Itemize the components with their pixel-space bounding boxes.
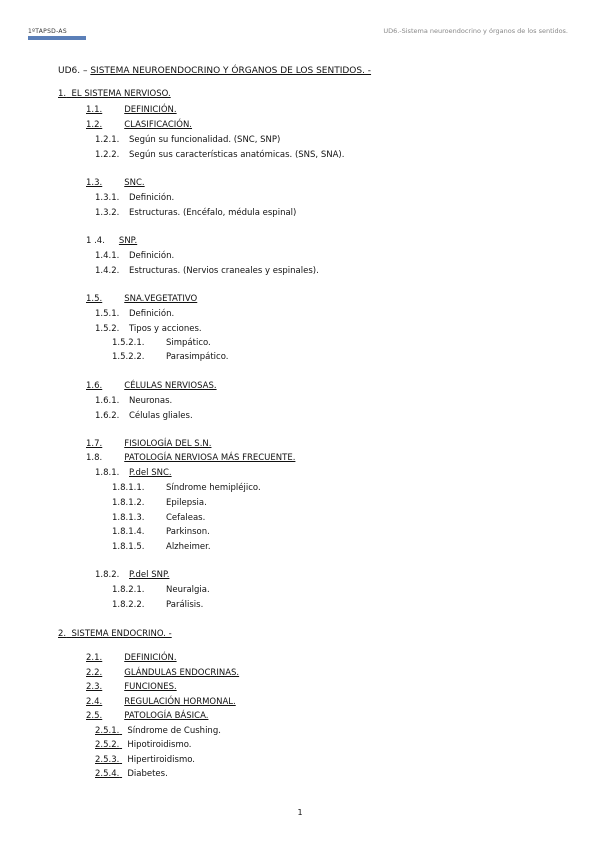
toc-item [95,410,193,422]
item-num: 1.6.2. [95,411,120,421]
toc-item [86,667,239,679]
section-1 [58,88,171,100]
item-text: P.del SNP. [129,570,170,580]
toc-item [112,351,228,363]
item-num: 1 .4. [86,236,105,246]
item-text: Parasimpático. [166,352,229,362]
header-left: 1ºTAPSD-AS [28,28,67,35]
item-num: 1.2.2. [95,150,120,160]
item-text: Hipertiroidismo. [127,755,195,765]
toc-item [95,308,174,320]
document-title [58,66,371,76]
item-num: 1.5. [86,294,103,304]
section-text: SISTEMA ENDOCRINO. - [71,629,172,639]
item-num: 2.5.4. [95,769,120,779]
toc-item [112,541,211,553]
toc-item [86,119,192,131]
toc-item [86,104,177,116]
item-num: 2.4. [86,697,103,707]
item-num: 1.5.2.1. [112,338,145,348]
item-text: CÉLULAS NERVIOSAS. [124,381,217,391]
toc-item [112,497,207,509]
item-text: Estructuras. (Encéfalo, médula espinal) [129,208,297,218]
item-text: Hipotiroidismo. [127,740,192,750]
toc-item [112,599,203,611]
item-text: Cefaleas. [166,513,206,523]
item-num: 1.8.2. [95,570,120,580]
toc-item [95,149,344,161]
item-num: 1.3.2. [95,208,120,218]
item-num: 1.1. [86,105,103,115]
toc-item [95,725,221,737]
toc-item [95,192,174,204]
toc-item [86,452,295,464]
item-text: Neuralgia. [166,585,210,595]
item-num: 1.5.2.2. [112,352,145,362]
item-text: P.del SNC. [129,468,172,478]
toc-item [112,584,210,596]
item-text: PATOLOGÍA NERVIOSA MÁS FRECUENTE. [124,453,296,463]
item-num: 1.8.2.1. [112,585,145,595]
item-text: Estructuras. (Nervios craneales y espinales). [129,266,319,276]
item-num: 1.7. [86,439,103,449]
item-text: FUNCIONES. [124,682,177,692]
item-num: 1.5.1. [95,309,120,319]
item-num: 2.5.3. [95,755,120,765]
toc-item [86,710,208,722]
section-num: 2. [58,629,67,639]
item-text: Neuronas. [129,396,173,406]
title-prefix: UD6. – [58,66,91,76]
item-num: 1.2. [86,120,103,130]
item-num: 1.6.1. [95,396,120,406]
header-accent-bar [28,36,86,40]
item-text: Definición. [129,251,175,261]
item-num: 2.2. [86,668,103,678]
section-num: 1. [58,89,67,99]
item-text: CLASIFICACIÓN. [124,120,193,130]
item-text: Tipos y acciones. [129,324,202,334]
toc-item [86,235,137,247]
toc-item [112,512,205,524]
item-num: 1.8.1.2. [112,498,145,508]
item-text: Según su funcionalidad. (SNC, SNP) [129,135,281,145]
item-text: DEFINICIÓN. [124,653,177,663]
item-text: Parálisis. [166,600,204,610]
toc-item [95,134,280,146]
toc-item [112,482,261,494]
toc-item [95,395,172,407]
item-text: Síndrome de Cushing. [127,726,221,736]
page-number: 1 [297,808,303,817]
item-text: PATOLOGÍA BÁSICA. [124,711,209,721]
item-text: REGULACIÓN HORMONAL. [124,697,236,707]
item-text: FISIOLOGÍA DEL S.N. [124,439,212,449]
item-num: 1.8.1.4. [112,527,145,537]
toc-item [95,265,319,277]
item-text: Diabetes. [127,769,168,779]
toc-item [86,177,145,189]
item-num: 1.5.2. [95,324,120,334]
item-num: 1.8.1.1. [112,483,145,493]
item-num: 2.1. [86,653,103,663]
item-text: SNP. [118,236,138,246]
item-num: 1.3. [86,178,103,188]
item-num: 1.8.2.2. [112,600,145,610]
item-num: 1.2.1. [95,135,120,145]
toc-item [112,337,211,349]
toc-item [86,438,211,450]
item-text: Epilepsia. [166,498,207,508]
item-num: 2.5.1. [95,726,120,736]
toc-item [86,652,177,664]
toc-item [86,293,197,305]
item-text: SNC. [124,178,145,188]
toc-item [95,569,169,581]
item-text: Células gliales. [129,411,193,421]
item-num: 1.8.1.3. [112,513,145,523]
item-text: Síndrome hemipléjico. [166,483,261,493]
toc-item [86,380,217,392]
item-text: Definición. [129,193,175,203]
item-num: 2.5. [86,711,103,721]
item-num: 1.4.1. [95,251,120,261]
item-text: Alzheimer. [166,542,211,552]
item-num: 1.3.1. [95,193,120,203]
toc-item [95,467,172,479]
item-num: 1.8.1.5. [112,542,145,552]
item-text: DEFINICIÓN. [124,105,177,115]
toc-item [95,768,168,780]
header-right: UD6.-Sistema neuroendocrino y órganos de los sentidos. [383,27,568,35]
item-text: Según sus características anatómicas. (SNS, SNA). [129,150,345,160]
toc-item [95,323,202,335]
toc-item [95,250,174,262]
title-text: SISTEMA NEUROENDOCRINO Y ÓRGANOS DE LOS SENTIDOS. - [90,66,372,76]
item-num: 1.6. [86,381,103,391]
item-num: 1.8.1. [95,468,120,478]
toc-item [95,207,296,219]
item-text: SNA.VEGETATIVO [124,294,198,304]
item-num: 1.4.2. [95,266,120,276]
toc-item [95,754,195,766]
section-text: EL SISTEMA NERVIOSO. [71,89,171,99]
item-text: Definición. [129,309,175,319]
section-2 [58,628,172,640]
item-text: Parkinson. [166,527,210,537]
item-num: 2.3. [86,682,103,692]
toc-item [95,739,191,751]
item-text: GLÁNDULAS ENDOCRINAS. [124,668,240,678]
item-text: Simpático. [166,338,211,348]
item-num: 1.8. [86,453,103,463]
toc-item [112,526,210,538]
toc-item [86,681,177,693]
toc-item [86,696,236,708]
item-num: 2.5.2. [95,740,120,750]
